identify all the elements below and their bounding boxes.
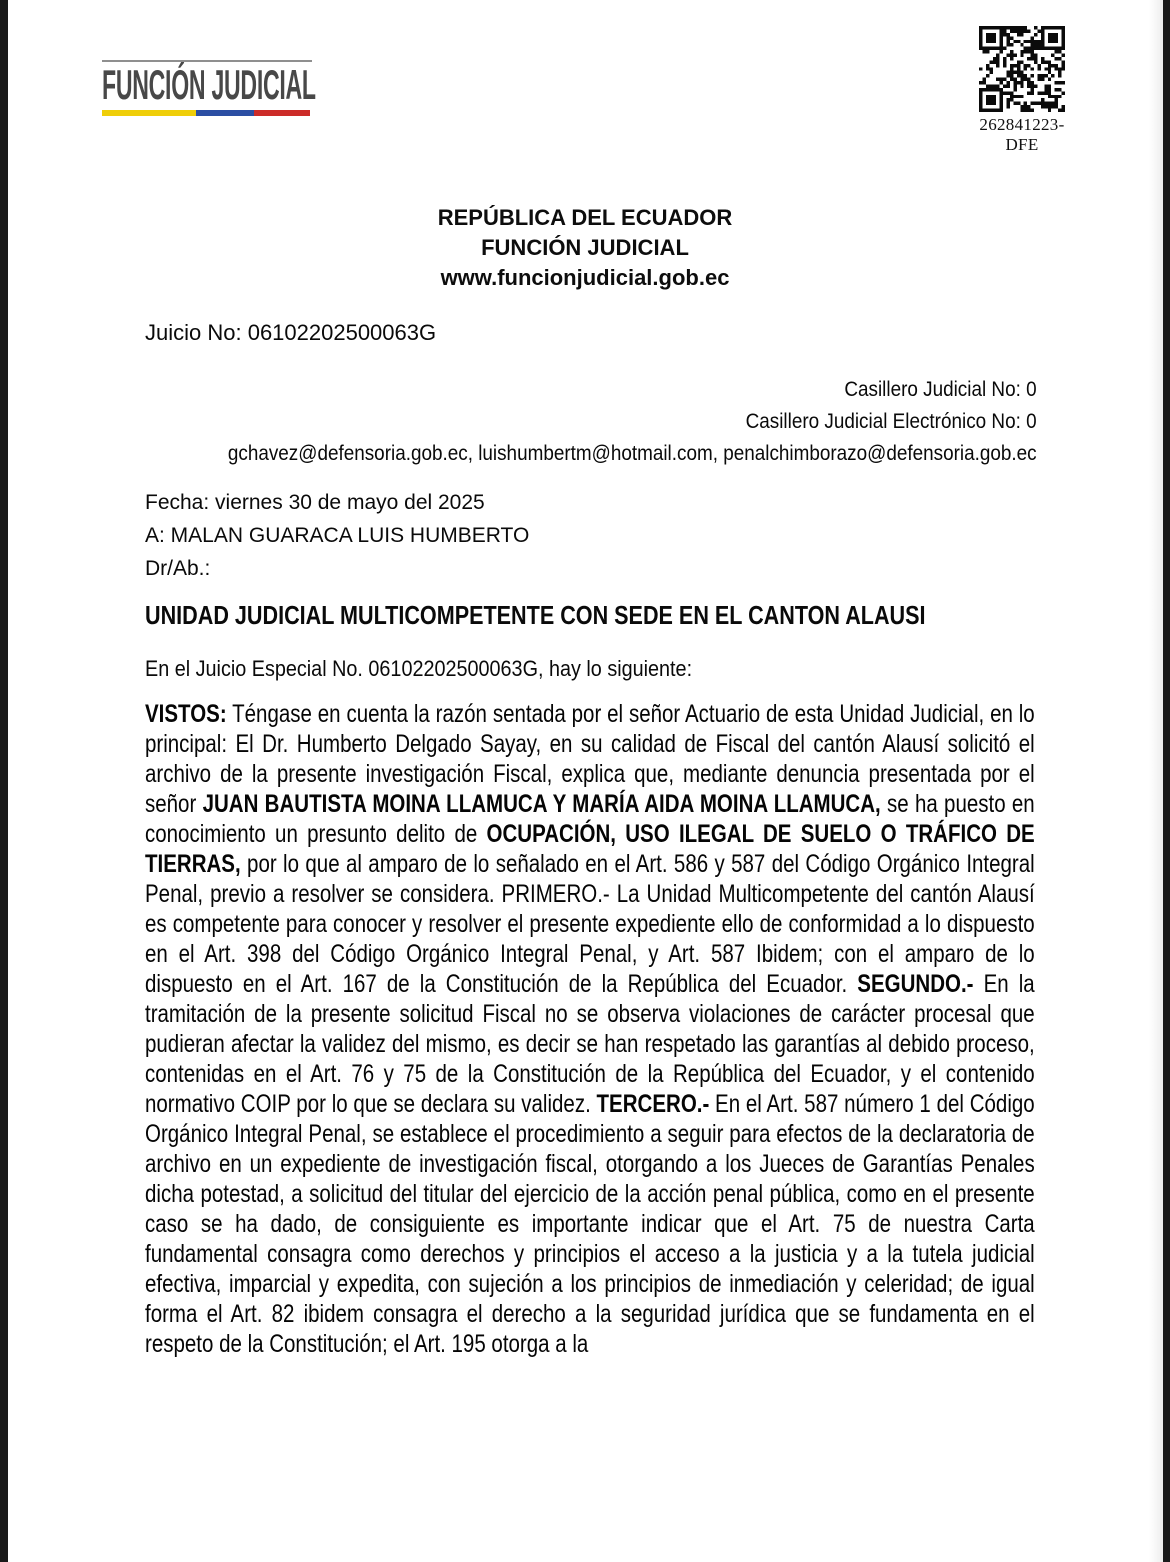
date-addressee-block — [145, 486, 529, 585]
header-funcion-judicial: FUNCIÓN JUDICIAL — [481, 235, 689, 260]
qr-block — [966, 26, 1078, 155]
casillero-electronico: Casillero Judicial Electrónico No: 0 — [746, 410, 1037, 433]
text-run: por lo que al amparo de lo señalado en el Art. 586 y 587 del Código Orgánico Integral Penal, previo a resolver se considera. PRIMERO.- La Unidad Multicompetente del cantón Alausí es competente para conocer y resolver el presente expediente ello de conformidad a lo dispuesto en el Art. 398 del Código Orgánico Integral Penal, y Art. 587 Ibidem; con el amparo de lo dispuesto en el Art. 167 de la Constitución de la República del Ecuador. — [145, 850, 1035, 998]
ecuador-flag-bar — [102, 110, 310, 116]
text-run: se ha puesto en conocimiento un presunto delito de — [145, 790, 1035, 848]
text-run: Téngase en cuenta la razón sentada por el señor Actuario de esta Unidad Judicial, en lo principal: El Dr. Humberto Delgado Sayay, en su calidad de Fiscal del cantón Alausí solicitó el archivo de la presente investigación Fiscal, explica que, mediante denuncia presentada por el señor — [145, 700, 1035, 818]
header-republic: REPÚBLICA DEL ECUADOR — [437, 205, 733, 230]
court-heading: UNIDAD JUDICIAL MULTICOMPETENTE CON SEDE EN EL CANTON ALAUSI — [145, 600, 926, 630]
logo-wordmark: FUNCIÓN JUDICIAL — [102, 61, 316, 108]
notification-emails: gchavez@defensoria.gob.ec, luishumbertm@hotmail.com, penalchimborazo@defensoria.gob.ec — [228, 442, 1037, 465]
dr-ab-line: Dr/Ab.: — [145, 557, 211, 580]
text-run: En la tramitación de la presente solicitud Fiscal no se observa violaciones de carácter procesal que pudieran afectar la validez del mismo, es decir se han respetado las garantías al debido proceso, contenidas en el Art. 76 y 75 de la Constitución de la República del Ecuador, y el contenido normativo COIP por lo que se declara su validez. — [145, 970, 1035, 1118]
bold-text-run: VISTOS: — [145, 700, 227, 728]
casillero-judicial: Casillero Judicial No: 0 — [844, 378, 1037, 401]
fecha-line: Fecha: viernes 30 de mayo del 2025 — [145, 491, 485, 514]
document-header — [0, 203, 1170, 293]
funcion-judicial-logo — [102, 60, 316, 116]
bold-text-run: TERCERO.- — [596, 1090, 710, 1118]
bold-text-run: SEGUNDO.- — [857, 970, 974, 998]
casillero-block — [228, 374, 1037, 470]
addressee-line: A: MALAN GUARACA LUIS HUMBERTO — [145, 524, 530, 547]
header-website: www.funcionjudicial.gob.ec — [440, 265, 730, 290]
juicio-number: Juicio No: 06102202500063G — [145, 320, 437, 345]
qr-code-icon — [966, 26, 1078, 112]
case-intro-line: En el Juicio Especial No. 06102202500063G, hay lo siguiente: — [145, 656, 693, 681]
bold-text-run: OCUPACIÓN, USO ILEGAL DE SUELO O TRÁFICO DE TIERRAS, — [145, 820, 1035, 878]
resolution-paragraph — [145, 699, 1035, 1359]
qr-code-label: 262841223-DFE — [979, 115, 1065, 154]
text-run: En el Art. 587 número 1 del Código Orgánico Integral Penal, se establece el procedimiento a seguir para efectos de la declaratoria de archivo en un expediente de investigación fiscal, otorgando a los Jueces de Garantías Penales dicha potestad, a solicitud del titular del ejercicio de la acción penal pública, como en el presente caso se ha dado, de consiguiente es importante indicar que el Art. 75 de nuestra Carta fundamental consagra como derechos y principios el acceso a la justicia y a la tutela judicial efectiva, imparcial y expedita, con sujeción a los principios de inmediación y celeridad; de igual forma el Art. 82 ibidem consagra el derecho a la seguridad jurídica que se fundamenta en el respeto de la Constitución; el Art. 195 otorga a la — [145, 1090, 1035, 1358]
bold-text-run: JUAN BAUTISTA MOINA LLAMUCA Y MARÍA AIDA MOINA LLAMUCA, — [202, 790, 881, 818]
